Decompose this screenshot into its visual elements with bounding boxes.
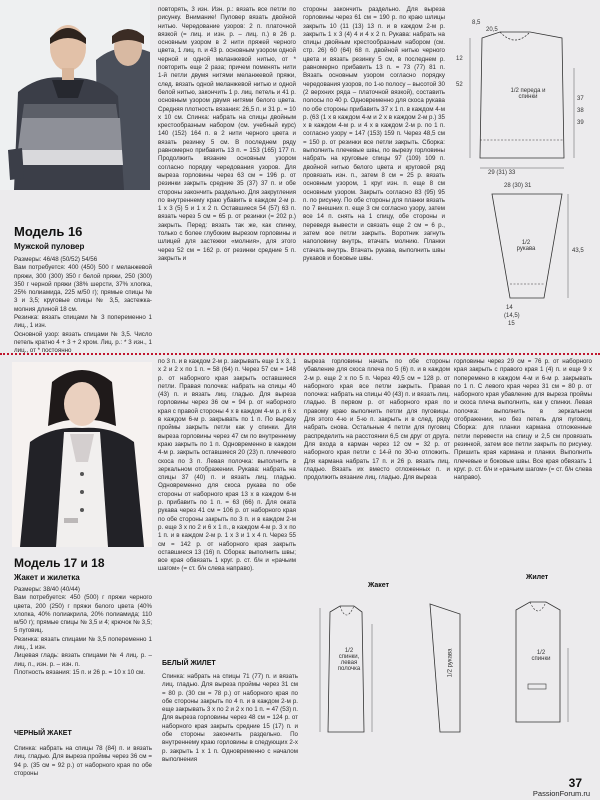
sleeve-num-height: 43,5 <box>572 248 584 254</box>
sleeve-num-bottom-1: 14 <box>506 305 513 311</box>
jacket-sleeve-label: 1/2 рукава <box>447 648 454 678</box>
model-16-photo <box>0 0 150 190</box>
model-17-materials: Вам потребуется: 450 (500) г пряжи черного цвета, 200 (250) г пряжи белого цвета (40% хлопка, 40% полиакрила, 20% полиамида; 110 м/50 г); прямые спицы № 3,5 и 4; крючок № 3,5; 5 пуговиц. <box>14 594 152 635</box>
model-16-materials: Вам потребуется: 400 (450) 500 г меланжевой пряжи, 300 (300) 350 г белой пряжи, 250 (300) 350 г черной пряжи (38% шерсти, 37% хлопка, 25% полиамида, 225 м/50 г); прямые спицы № 3 и 3,5; круговые спицы № 3,5, застежка-молния длиной 18 см. <box>14 264 152 313</box>
black-jacket-title: ЧЕРНЫЙ ЖАКЕТ <box>14 730 72 737</box>
pullover-num-7: 39 <box>577 120 584 126</box>
model-17-instructions-col2: по 3 п. и в каждом 2-м р. закрывать еще 1 х 3, 1 х 2 и 2 х по 1 п. = 58 (64) п. Через 57 см = 148 р. от наборного края закрыть оставшиеся петли. Правая полочка: набрать на спицы 40 (43) п. и вязать лиц. гладью. Для выреза горловины через 36 см = 94 р. от наборного края с правой стороны 4 х в каждом 4-м р. и 6 х в каждом 6-м р. закрывать по 1 п. По вырезу проймы закрыть петли как у спинки. Для выреза горловины через 47 см по внутреннему краю закрыть по 1 п. Одновременно в каждом 4-м р. закрыть оставшиеся 20 (23) п. плечевого скоса по 3 п. Левая полочка: выполнить в зеркальном отображении. Рукава: набрать на спицы 37 (40) п. и вязать лиц. гладью. Одновременно для скоса рукава по обе стороны от наборного края 13 х в каждом 6-м р. прибавить по 1 п. = 63 (66) п. Для оката рукава через 41 см = 106 р. от наборного края по обе стороны закрыть по 3 п. и в каждом 2-м р. еще 3 х по 2 и 6 х 1 п., в каждом 4-м р. 3 х по 1 п. и в каждом 2-м р. 1 х 3 и 1 х 4 п. Через 55 см = 142 р. от наборного края закрыть оставшиеся 13 (16) п. Сборка: выполнить швы; все края обвязать 1 круг. р. ст. б/н и «рачьим шагом» (= ст. б/н слева направо). <box>158 358 296 573</box>
model-16-sizes: Размеры: 46/48 (50/52) 54/56 <box>14 256 98 263</box>
woman-jacket-image <box>12 362 152 547</box>
pullover-sleeve-schematic <box>482 188 572 318</box>
sleeve-num-bottom-3: 15 <box>508 321 515 327</box>
man-sweater-image <box>0 0 150 190</box>
vest-diagram-title: Жилет <box>526 574 549 581</box>
pullover-num-5: 37 <box>577 96 584 102</box>
sleeve-num-top: 28 (30) 31 <box>504 183 532 189</box>
model-16-specs <box>14 256 152 356</box>
model-17-photo <box>12 362 152 547</box>
model-17-specs <box>14 586 152 677</box>
pullover-num-4: 52 <box>456 82 463 88</box>
vest-schematic <box>494 588 594 738</box>
white-vest-text: Спинка: набрать на спицы 71 (77) п. и вязать лиц. гладью. Для выреза проймы через 31 см = 80 р. (30 см = 78 р.) от наборного края по обе стороны закрыть по 4 п. и в каждом 2-м р. еще закрывать 3 х по 2 и 2 х по 1 п. = 47 (53) п. Для выреза горловины через 48 см = 124 р. от наборного края закрыть средние 15 (17) п. и обе стороны закончить раздельно. По внутреннему краю горловины в следующих 2-х р. закрыть 1 х 1 п. Одновременно с началом выполнения <box>162 673 298 763</box>
jacket-diagram-title: Жакет <box>368 582 390 589</box>
model-17-face: Лицевая гладь: вязать спицами № 4 лиц. р. – лиц. п., изн. р. – изн. п. <box>14 652 152 668</box>
model-17-density: Плотность вязания: 15 п. и 26 р. = 10 х 10 см. <box>14 668 145 676</box>
section-divider <box>0 353 600 355</box>
sleeve-label: 1/2 рукава <box>516 240 536 252</box>
black-jacket-text: Спинка: набрать на спицы 78 (84) п. и вязать лиц. гладью. Для выреза проймы через 36 см = 94 р. (35 см = 92 р.) от наборного края по обе стороны <box>14 745 152 777</box>
pullover-num-2: 20,5 <box>486 27 498 33</box>
model-16-title: Модель 16 <box>14 224 83 239</box>
pullover-back-label: 1/2 переда и спинки <box>510 88 546 100</box>
model-16-instructions-col3: стороны закончить раздельно. Для выреза горловины через 61 см = 190 р. по краю шлицы закрыть 10 (11 (13) 13 п. и в каждом 2-м р. закрыть 1 х 3 (4) 4 и 4 х 2 п. Рукава: набрать на спицы двойным крестообразным набором (см. стр. 26) 60 (64) 68 п. двойной нитью черного цвета и вязать резинку 5 см, в последнем р. равномерно прибавить 13 п. = 73 (77) 81 п. Вязать основным узором согласно порядку чередования узоров, по 1-ю полосу – высотой 30 (2 верхних ряда – платочной вязкой), составить полосы по 40 р. Одновременно для скоса рукава по обе стороны прибавить 37 х 1 п. в каждом 4-м р. (63 (1 х в каждом 4-м и 2 х в каждом 2-м р.) 35 х в каждом 4-м р. и 4 х в каждом 2-м р. по 1 п. согласно узору = 147 (153) 159 п. Через 48,5 см = 150 р. от резинки все петли закрыть. Сборка: выполнить плечевые швы, по вырезу горловины набрать на круговые спицы 97 (109) 109 п. двойной нитью белого цвета и круговой ряд провязать изн. п., затем 8 см = 25 р. вязать основным узором, 1 круг изн. п. еще 8 см основным узором. Закрыть согласно 83 (95) 95 п. по рисунку. По обе стороны для планки вязать по 7 внешних п. еще 3 см согласно узору, затем все 14 п. снять на 1 спицу, обе стороны и переведя вывести и связать еще 2 см = 6 р., затем все петли закрыть. Воротник загнуть наполовину внутрь, втачать молнию. Планки стачать внутрь. Втачать рукава, выполнить швы рукавов и боковые швы. <box>303 6 445 262</box>
model-16-rib: Резинка: вязать спицами № 3 попеременно 1 лиц., 1 изн. <box>14 314 152 330</box>
sleeve-num-bottom-2: (14,5) <box>504 313 520 319</box>
model-17-sizes: Размеры: 38/40 (40/44) <box>14 586 80 593</box>
pullover-num-1: 8,5 <box>472 20 481 26</box>
model-16-pattern: Основной узор: вязать спицами № 3,5. Число петель кратно 4 + 3 + 2 кром. Лиц. р.: * 3 изн., 1 лиц., от * постоянно <box>14 330 152 355</box>
white-vest-title: БЕЛЫЙ ЖИЛЕТ <box>162 660 216 667</box>
site-watermark: PassionForum.ru <box>532 789 590 798</box>
pullover-num-6: 38 <box>577 108 584 114</box>
pullover-num-3: 12 <box>456 56 463 62</box>
vest-back-label: 1/2 спинки <box>531 650 551 662</box>
pullover-num-width: 29 (31) 33 <box>488 170 516 176</box>
model-17-rib: Резинка: вязать спицами № 3,5 попеременно 1 лиц., 1 изн. <box>14 635 152 652</box>
model-17-subtitle: Жакет и жилетка <box>14 573 80 582</box>
model-16-subtitle: Мужской пуловер <box>14 242 85 251</box>
jacket-back-label: 1/2 спинки, левая полочка <box>337 648 361 672</box>
model-16-instructions-col2: повторять, 3 изн. Изн. р.: вязать все петли по рисунку. Внимание! Пуловер вязать двойной нитью. Чередование узоров: 2 п. платочной вязкой (= лиц. и изн. р. – лиц. п.) в 26 р. основным узором в 2 нити пряжей черного цвета, 1 лиц. п. и 43 р. основным узором одной черной и одной меланжевой нитью, от * повторить еще 2 раза; причем поменять нити 1-й петли двумя нитями меланжевой пряжи, след. вязать одной меланжевой нитью и одной белой нитью, закончить 1 р. лиц. петель и 41 р. основным узором двумя нитями белого цвета. Средняя плотность вязания: 26,5 п. и 31 р. = 10 х 10 см. Спинка: набрать на спицы двойным крестообразным набором (см. учебный курс) 140 (152) 164 п. в 2 нити черного цвета и вязать резинку 5 см. В последнем ряду равномерно прибавить 13 п. = 153 (165) 177 п. Продолжить вязание основным узором согласно порядку чередования узоров. Для выреза горловины через 63 см = 196 р. от резинки закрыть средние 35 (37) 37 п. и обе стороны закончить раздельно. Для закругления по внутреннему краю убавить в каждом 2-м р. 1 х 3 (5) 5 и 1 х 2 п. Оставшиеся 54 (57) 63 п. вязать через 5 см = 65 р. от резинки (= 202 р.) закрыть. Перед: вязать так же, как спинку, только с более глубоким вырезом горловины и шлицей для застежки «молния», для этого через 52 см = 162 р. от резинки средние 5 п. закрыть и <box>158 6 296 262</box>
model-17-instructions-col3: выреза горловины начать по обе стороны убавление для скоса плеча по 5 (6) п. и в каждом 2-м р. еще 2 х по 5 п. Через 49,5 см = 128 р. от наборного края все петли закрыть. Правая полочка: набрать на спицы 40 (43) п. и вязать лиц. гладью. В первом р. от наборного края по правому краю выполнить петли для пуговицы. Для этого 4-ю и 5-ю п. закрыть и в след. ряду набрать снова. Остальные 4 петли для пуговиц распределить на расстоянии 6,5 см друг от друга. Для входа в карман через 12 см = 32 р. от наборного края петли с 14-й по 30-ю отложить. Для кармана набрать 17 п. и 26 р. вязать лиц. гладью. Вязать их вместо отложенных п. и продолжить вязание лиц. гладью. Для выреза <box>304 358 450 482</box>
model-17-title: Модель 17 и 18 <box>14 556 105 570</box>
model-17-instructions-col4: горловины через 29 см = 76 р. от наборного края закрыть с правого края 1 (4) п. и еще 9 х поперемено в каждом 4-м и 6-м р. закрывать по 1 п. С левого края через 31 см = 80 р. от наборного края убавление для выреза проймы и скоса плеча выполнить, как у спинки. Левая полочка: выполнить в зеркальном отображении, но без петель для пуговиц. Сборка: для планки кармана отложенные петли перевести на спицу и 2,5 см провязать резинкой, затем все петли закрыть по рисунку. Пришить края кармана и планки. Выполнить плечевые и боковые швы. Все края обвязать 1 круг. р. ст. б/н и «рачьим шагом» (= ст. б/н слева направо). <box>454 358 592 482</box>
page-number: 37 <box>568 776 582 790</box>
